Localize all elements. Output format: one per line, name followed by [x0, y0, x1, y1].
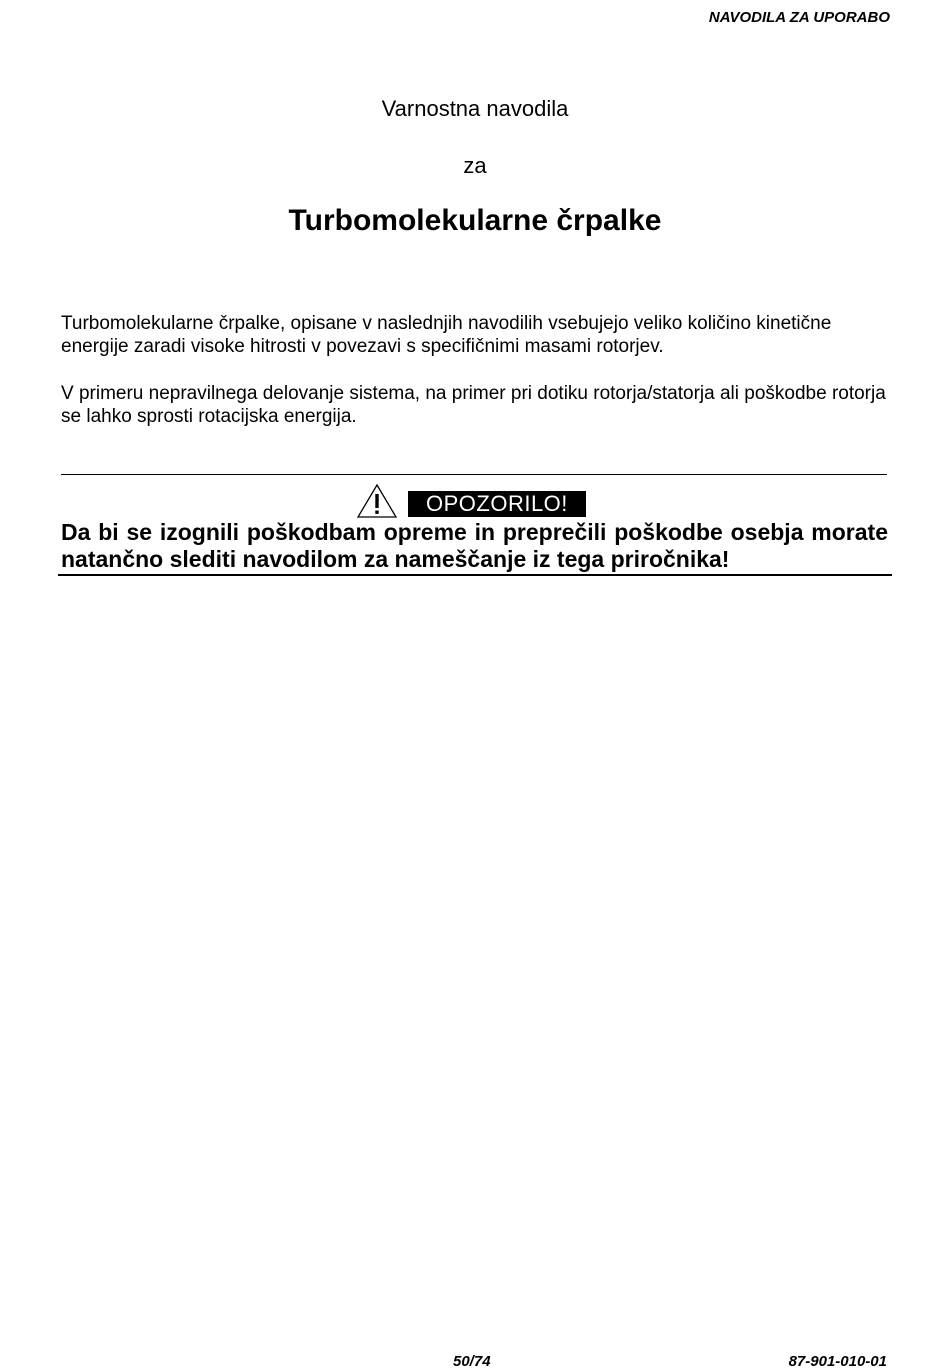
intro-paragraph: Turbomolekularne črpalke, opisane v naslednjih navodilih vsebujejo veliko količino kinetične energije zaradi visoke hitrosti v povezavi s specifičnimi masami rotorjev. [61, 313, 832, 357]
page-title: Turbomolekularne črpalke [288, 204, 662, 237]
divider-top [61, 474, 887, 475]
warning-label: OPOZORILO! [408, 491, 586, 517]
title-connector: za [463, 153, 487, 178]
document-number: 87-901-010-01 [788, 1353, 887, 1370]
page-number: 50/74 [453, 1353, 491, 1370]
malfunction-paragraph: V primeru nepravilnega delovanje sistema, na primer pri dotiku rotorja/statorja ali poškodbe rotorja se lahko sprosti rotacijska energija. [61, 383, 886, 427]
divider-bottom [58, 574, 892, 576]
document-subtitle: Varnostna navodila [381, 96, 569, 121]
header-section-title: NAVODILA ZA UPORABO [708, 9, 890, 26]
warning-text: Da bi se izognili poškodbam opreme in preprečili poškodbe osebja morate natančno slediti navodilom za nameščanje iz tega priročnika! [61, 519, 888, 572]
warning-triangle-icon [357, 484, 397, 518]
